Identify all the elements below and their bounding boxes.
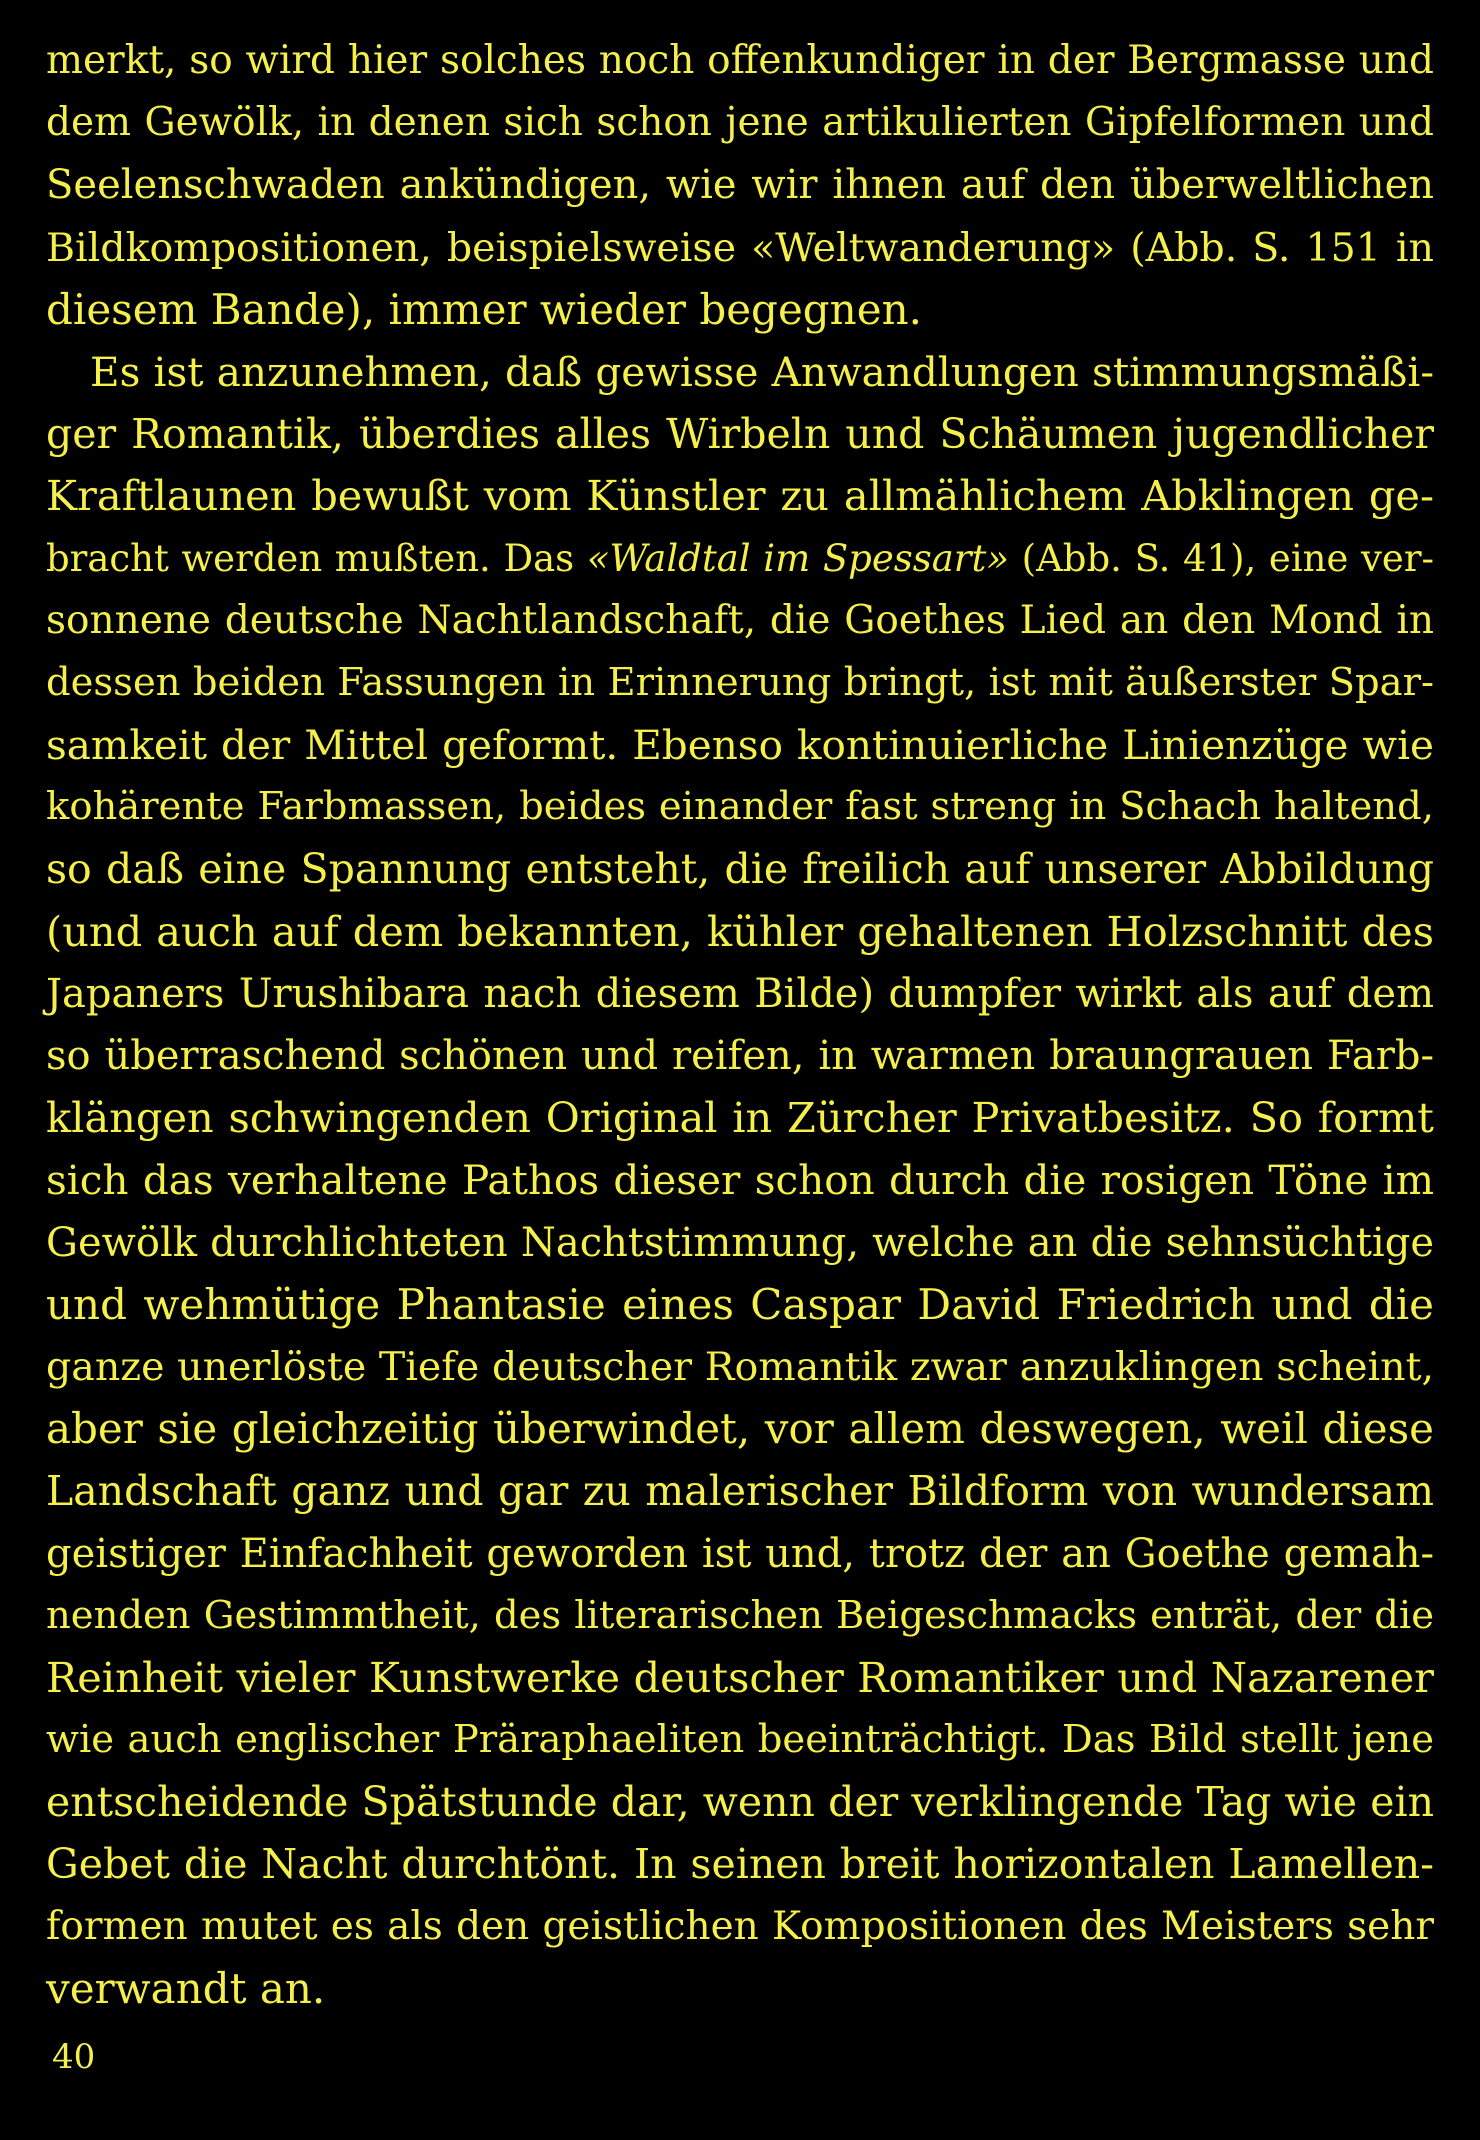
text-line-with-title <box>46 528 1434 590</box>
text-line: dessen beiden Fassungen in Erinnerung bringt, ist mit äußerster Spar- <box>46 659 1434 705</box>
text-line: und wehmütige Phantasie eines Caspar David Friedrich und die <box>46 1279 1434 1329</box>
text-line: geistiger Einfachheit geworden ist und, trotz der an Goethe gemah- <box>46 1530 1434 1577</box>
text-line: diesem Bande), immer wieder begegnen. <box>46 284 922 334</box>
text-line: entscheidende Spätstunde dar, wenn der verklingende Tag wie ein <box>46 1778 1434 1827</box>
page-number: 40 <box>52 2037 96 2077</box>
text-line: Gebet die Nacht durchtönt. In seinen breit horizontalen Lamellen- <box>46 1840 1434 1889</box>
artwork-title: «Waldtal im Spessart» <box>586 536 1009 580</box>
text-fragment: (Abb. S. 41), eine ver- <box>1008 536 1435 580</box>
text-line: kohärente Farbmassen, beides einander fast streng in Schach haltend, <box>46 784 1434 830</box>
text-line: so überraschend schönen und reifen, in warmen braungrauen Farb- <box>46 1033 1434 1079</box>
text-line: Gewölk durchlichteten Nachtstimmung, welche an die sehnsüchtige <box>46 1219 1434 1266</box>
text-line: aber sie gleichzeitig überwindet, vor allem deswegen, weil diese <box>46 1404 1434 1454</box>
text-line: ger Romantik, überdies alles Wirbeln und Schäumen jugendlicher <box>46 410 1434 459</box>
text-line: Bildkompositionen, beispielsweise «Weltwanderung» (Abb. S. 151 in <box>46 224 1434 271</box>
text-line: wie auch englischer Präraphaeliten beeinträchtigt. Das Bild stellt jene <box>46 1717 1434 1763</box>
text-line: ganze unerlöste Tiefe deutscher Romantik zwar anzuklingen scheint, <box>46 1343 1434 1390</box>
text-line: klängen schwingenden Original in Zürcher Privatbesitz. So formt <box>46 1093 1434 1143</box>
text-line: samkeit der Mittel geformt. Ebenso kontinuierliche Linienzüge wie <box>46 721 1434 770</box>
text-line: sonnene deutsche Nachtlandschaft, die Goethes Lied an den Mond in <box>46 597 1434 643</box>
body-text <box>46 30 1434 2020</box>
text-line: nenden Gestimmtheit, des literarischen Beigeschmacks enträt, der die <box>46 1592 1434 1638</box>
text-fragment: bracht werden mußten. Das <box>46 536 587 580</box>
text-line: dem Gewölk, in denen sich schon jene artikulierten Gipfelformen und <box>46 100 1434 146</box>
text-line: Japaners Urushibara nach diesem Bilde) dumpfer wirkt als auf dem <box>46 970 1434 1017</box>
text-line: Reinheit vieler Kunstwerke deutscher Romantiker und Nazarener <box>46 1652 1434 1702</box>
text-line: Seelenschwaden ankündigen, wie wir ihnen auf den überweltlichen <box>46 162 1434 209</box>
text-line: Landschaft ganz und gar zu malerischer Bildform von wundersam <box>46 1467 1434 1516</box>
paragraph-first-line: Es ist anzunehmen, daß gewisse Anwandlungen stimmungsmäßi- <box>90 347 1434 396</box>
text-line: Kraftlaunen bewußt vom Künstler zu allmählichem Abklingen ge- <box>46 471 1434 521</box>
text-line: merkt, so wird hier solches noch offenkundiger in der Bergmasse und <box>46 38 1434 83</box>
text-line: sich das verhaltene Pathos dieser schon durch die rosigen Töne im <box>46 1156 1434 1205</box>
text-line: (und auch auf dem bekannten, kühler gehaltenen Holzschnitt des <box>46 906 1434 956</box>
text-line: verwandt an. <box>46 1963 326 2013</box>
text-line: so daß eine Spannung entsteht, die freilich auf unserer Abbildung <box>46 845 1434 894</box>
text-line: formen mutet es als den geistlichen Kompositionen des Meisters sehr <box>46 1903 1434 1949</box>
